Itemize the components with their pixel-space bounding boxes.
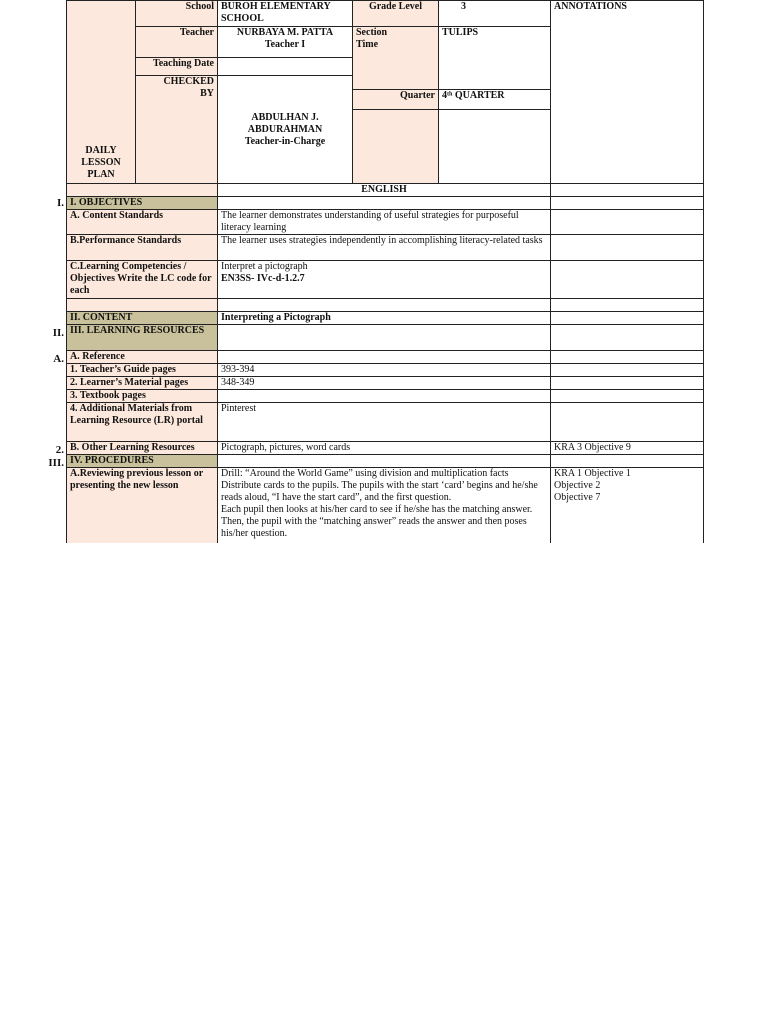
learning-resources-value — [218, 325, 551, 351]
grade-level-value: 3 — [439, 1, 551, 27]
review-lesson-instructions: Distribute cards to the pupils. The pupils with the start ‘card’ begins and he/she reads aloud, “I have the start card”, and the first question. — [221, 480, 538, 503]
checked-by-line-1: CHECKED — [163, 76, 214, 87]
daily-lesson-plan-title — [67, 1, 136, 184]
teacher-position: Teacher I — [264, 39, 306, 50]
procedures-header: IV. PROCEDURES — [67, 455, 218, 468]
teachers-guide-value: 393-394 — [218, 364, 551, 377]
competencies-annotation — [551, 261, 704, 299]
content-header: II. CONTENT — [67, 312, 218, 325]
content-annotation — [551, 312, 704, 325]
procedures-value — [218, 455, 551, 468]
learners-material-value: 348-349 — [218, 377, 551, 390]
teacher-name: NURBAYA M. PATTA — [236, 27, 334, 38]
section-time-label — [353, 27, 439, 90]
learning-resources-header: III. LEARNING RESOURCES — [67, 325, 218, 351]
additional-materials-value: Pinterest — [218, 403, 551, 442]
checker-cell — [218, 76, 353, 184]
checked-by-line-2: BY — [200, 88, 214, 99]
checker-name-1: ABDULHAN J. — [251, 111, 319, 123]
review-lesson-drill: Drill: “Around the World Game” using division and multiplication facts — [221, 468, 509, 479]
blank-row-label — [67, 299, 218, 312]
procedures-annotation — [551, 455, 704, 468]
quarter-blank-left — [353, 110, 439, 184]
content-standards-value: The learner demonstrates understanding of useful strategies for purposeful literacy learning — [218, 210, 551, 235]
review-annotation-1: KRA 1 Objective 1 — [554, 468, 631, 479]
row-number-other-resources: 2. — [55, 444, 64, 456]
review-annotation-2: Objective 2 — [554, 480, 601, 491]
quarter-blank-right — [439, 110, 551, 184]
review-lesson-label: A.Reviewing previous lesson or presenting the new lesson — [67, 468, 218, 544]
performance-standards-value: The learner uses strategies independently in accomplishing literacy-related tasks — [218, 235, 551, 261]
learners-material-annotation — [551, 377, 704, 390]
additional-materials-label: 4. Additional Materials from Learning Resource (LR) portal — [67, 403, 218, 442]
section-value: TULIPS — [439, 27, 551, 90]
competencies-cell — [218, 261, 551, 299]
row-number-learning-resources: II. — [52, 327, 64, 339]
checked-by-label — [136, 76, 218, 184]
plan-title-line-3: PLAN — [87, 169, 115, 180]
lesson-plan-table — [66, 0, 704, 543]
textbook-value — [218, 390, 551, 403]
teacher-cell — [218, 27, 353, 58]
review-lesson-annotation — [551, 468, 704, 544]
school-label: School — [136, 1, 218, 27]
row-number-objectives: I. — [56, 197, 64, 209]
competencies-value: Interpret a pictograph — [221, 261, 308, 272]
plan-title-line-1: DAILY — [85, 145, 117, 156]
teachers-guide-label: 1. Teacher’s Guide pages — [67, 364, 218, 377]
reference-annotation — [551, 351, 704, 364]
review-annotation-3: Objective 7 — [554, 492, 601, 503]
row-number-reference: A. — [53, 353, 64, 365]
annotations-header: ANNOTATIONS — [551, 1, 704, 184]
reference-label: A. Reference — [67, 351, 218, 364]
subject-blank — [67, 184, 218, 197]
quarter-value: 4ᵗʰ QUARTER — [439, 90, 551, 110]
learning-resources-annotation — [551, 325, 704, 351]
performance-standards-label: B.Performance Standards — [67, 235, 218, 261]
performance-standards-annotation — [551, 235, 704, 261]
objectives-header: I. OBJECTIVES — [67, 197, 218, 210]
review-lesson-cell — [218, 468, 551, 544]
row-number-procedures: III. — [48, 457, 64, 469]
teaching-date-label: Teaching Date — [136, 58, 218, 76]
reference-value — [218, 351, 551, 364]
competencies-label: C.Learning Competencies / Objectives Write the LC code for each — [67, 261, 218, 299]
other-resources-annotation: KRA 3 Objective 9 — [551, 442, 704, 455]
competencies-code: EN3SS- IVc-d-1.2.7 — [221, 273, 305, 284]
subject-annotation — [551, 184, 704, 197]
content-value: Interpreting a Pictograph — [218, 312, 551, 325]
objectives-annotation — [551, 197, 704, 210]
content-standards-annotation — [551, 210, 704, 235]
section-label: Section — [356, 27, 388, 38]
time-label: Time — [356, 39, 379, 50]
additional-materials-annotation — [551, 403, 704, 442]
other-resources-label: B. Other Learning Resources — [67, 442, 218, 455]
quarter-label: Quarter — [353, 90, 439, 110]
textbook-annotation — [551, 390, 704, 403]
learners-material-label: 2. Learner’s Material pages — [67, 377, 218, 390]
teaching-date-value — [218, 58, 353, 76]
subject-title: ENGLISH — [218, 184, 551, 197]
blank-row-annotation — [551, 299, 704, 312]
checker-position: Teacher-in-Charge — [244, 135, 326, 147]
teacher-label: Teacher — [136, 27, 218, 58]
blank-row-value — [218, 299, 551, 312]
review-lesson-matching: Each pupil then looks at his/her card to see if he/she has the matching answer. Then, the pupil with the “matching answer” reads the answer and then poses his/her question. — [221, 504, 533, 539]
checker-name-2: ABDURAHMAN — [247, 123, 323, 135]
content-standards-label: A. Content Standards — [67, 210, 218, 235]
school-value: BUROH ELEMENTARY SCHOOL — [218, 1, 353, 27]
textbook-label: 3. Textbook pages — [67, 390, 218, 403]
grade-level-label: Grade Level — [353, 1, 439, 27]
teachers-guide-annotation — [551, 364, 704, 377]
other-resources-value: Pictograph, pictures, word cards — [218, 442, 551, 455]
objectives-value — [218, 197, 551, 210]
plan-title-line-2: LESSON — [81, 157, 121, 168]
